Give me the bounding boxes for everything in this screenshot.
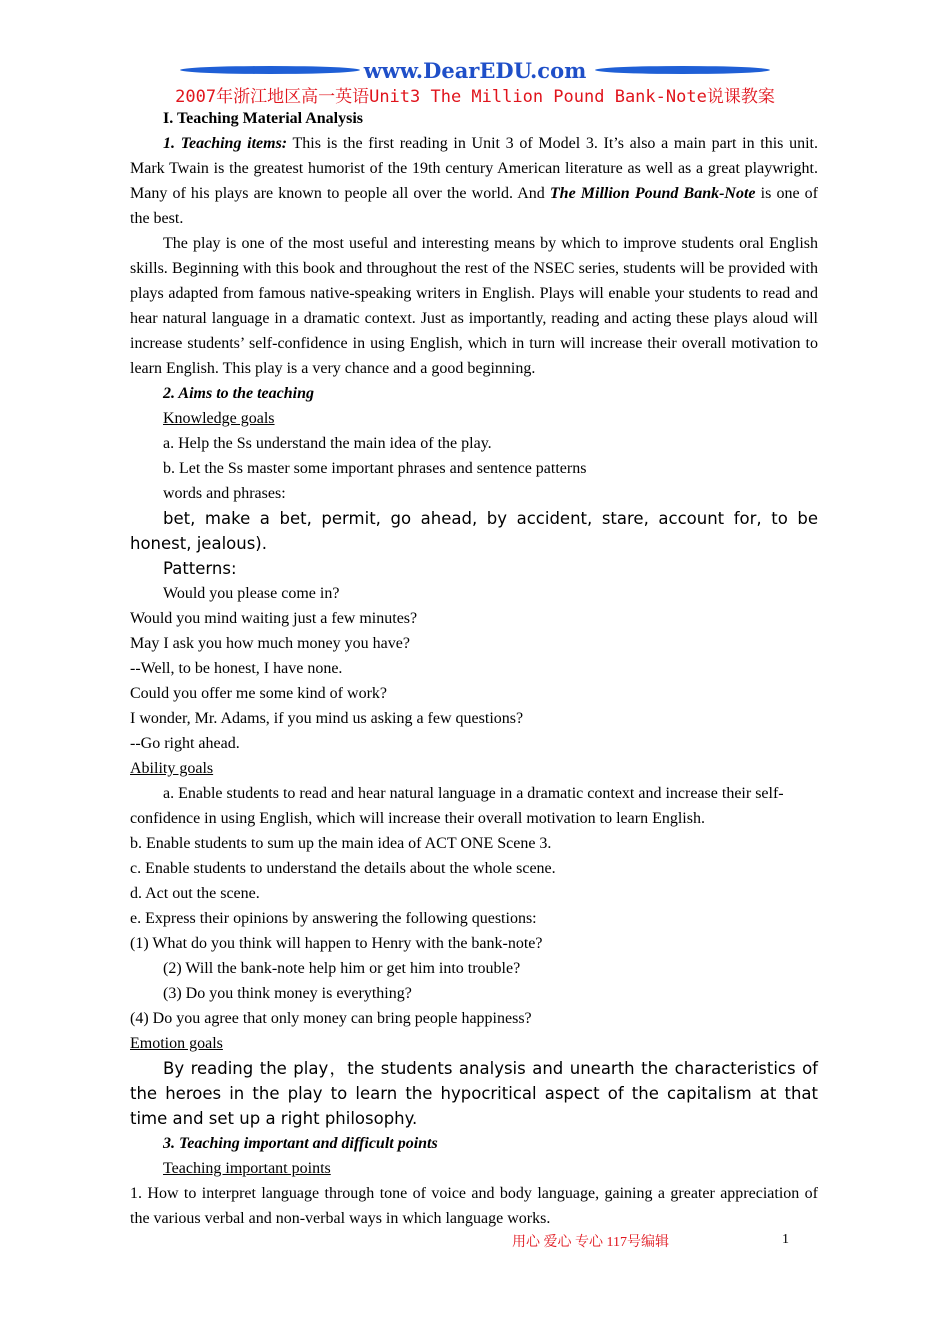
footer-text: 用心 爱心 专心 117号编辑 xyxy=(512,1235,669,1250)
text: This is the first reading in Unit 3 of Model 3. It’s also a main part in this unit. Mark Twain is the greatest humorist of the 19th century American literature as well as a great playwright. Many of his plays are known to people all over the world. And xyxy=(130,135,818,202)
words-list: bet, make a bet, permit, go ahead, by accident, stare, account for, to be honest, jealous). xyxy=(130,509,818,553)
paragraph-play: The play is one of the most useful and interesting means by which to improve students oral English skills. Beginning with this book and throughout the rest of the NSEC series, students will be provided with plays adapted from famous native-speaking writers in English. Plays will enable your students to read and hear natural language in a dramatic context. Just as importantly, reading and acting these plays aloud will increase students’ self-confidence in using English, which in turn will increase their overall motivation to learn English. This play is a very chance and a good beginning. xyxy=(130,235,818,377)
list-item: 1. How to interpret language through tone of voice and body language, gaining a greater appreciation of the various verbal and non-verbal ways in which language works. xyxy=(130,1185,818,1227)
pattern: I wonder, Mr. Adams, if you mind us asking a few questions? xyxy=(130,710,524,727)
question: (1) What do you think will happen to Henry with the bank-note? xyxy=(130,935,543,952)
label: 1. Teaching items: xyxy=(163,135,288,152)
subheading-emotion: Emotion goals xyxy=(130,1035,223,1052)
question: (3) Do you think money is everything? xyxy=(163,985,412,1002)
pattern: --Go right ahead. xyxy=(130,735,240,752)
label: Patterns: xyxy=(163,559,237,578)
subheading-ability: Ability goals xyxy=(130,760,214,777)
label: words and phrases: xyxy=(163,485,286,502)
paragraph-teaching-items xyxy=(130,131,818,231)
document-title: 2007年浙江地区高一英语Unit3 The Million Pound Bank-Note说课教案 xyxy=(175,87,775,107)
play-title: The Million Pound Bank-Note xyxy=(549,185,756,202)
paragraph-emotion: By reading the play，the students analysis and unearth the characteristics of the heroes in the play to learn the hypocritical aspect of the capitalism at that time and set up a right philosophy. xyxy=(130,1059,818,1128)
site-logo: www.DearEDU.com xyxy=(363,58,587,83)
section-heading: 2. Aims to the teaching xyxy=(163,385,314,402)
pattern: Would you mind waiting just a few minutes? xyxy=(130,610,418,627)
pattern: Could you offer me some kind of work? xyxy=(130,685,387,702)
subheading-knowledge: Knowledge goals xyxy=(163,410,275,427)
list-item: a. Enable students to read and hear natural language in a dramatic context and increase their self-confidence in using English, which will increase their overall motivation to learn English. xyxy=(130,785,784,827)
site-banner xyxy=(175,58,775,82)
pattern: Would you please come in? xyxy=(163,585,340,602)
list-item: a. Help the Ss understand the main idea of the play. xyxy=(163,435,492,452)
page-number: 1 xyxy=(782,1232,789,1247)
list-item: d. Act out the scene. xyxy=(130,885,260,902)
section-heading: 3. Teaching important and difficult points xyxy=(163,1135,438,1152)
pattern: May I ask you how much money you have? xyxy=(130,635,410,652)
subheading-important-points: Teaching important points xyxy=(163,1160,331,1177)
pattern: --Well, to be honest, I have none. xyxy=(130,660,343,677)
list-item: c. Enable students to understand the details about the whole scene. xyxy=(130,860,556,877)
document-body xyxy=(130,106,818,1231)
question: (4) Do you agree that only money can bring people happiness? xyxy=(130,1010,532,1027)
list-item: e. Express their opinions by answering the following questions: xyxy=(130,910,537,927)
list-item: b. Enable students to sum up the main idea of ACT ONE Scene 3. xyxy=(130,835,552,852)
section-heading: I. Teaching Material Analysis xyxy=(163,110,364,127)
question: (2) Will the bank-note help him or get him into trouble? xyxy=(163,960,521,977)
text: is one of the best. xyxy=(130,185,819,227)
list-item: b. Let the Ss master some important phrases and sentence patterns xyxy=(163,460,587,477)
